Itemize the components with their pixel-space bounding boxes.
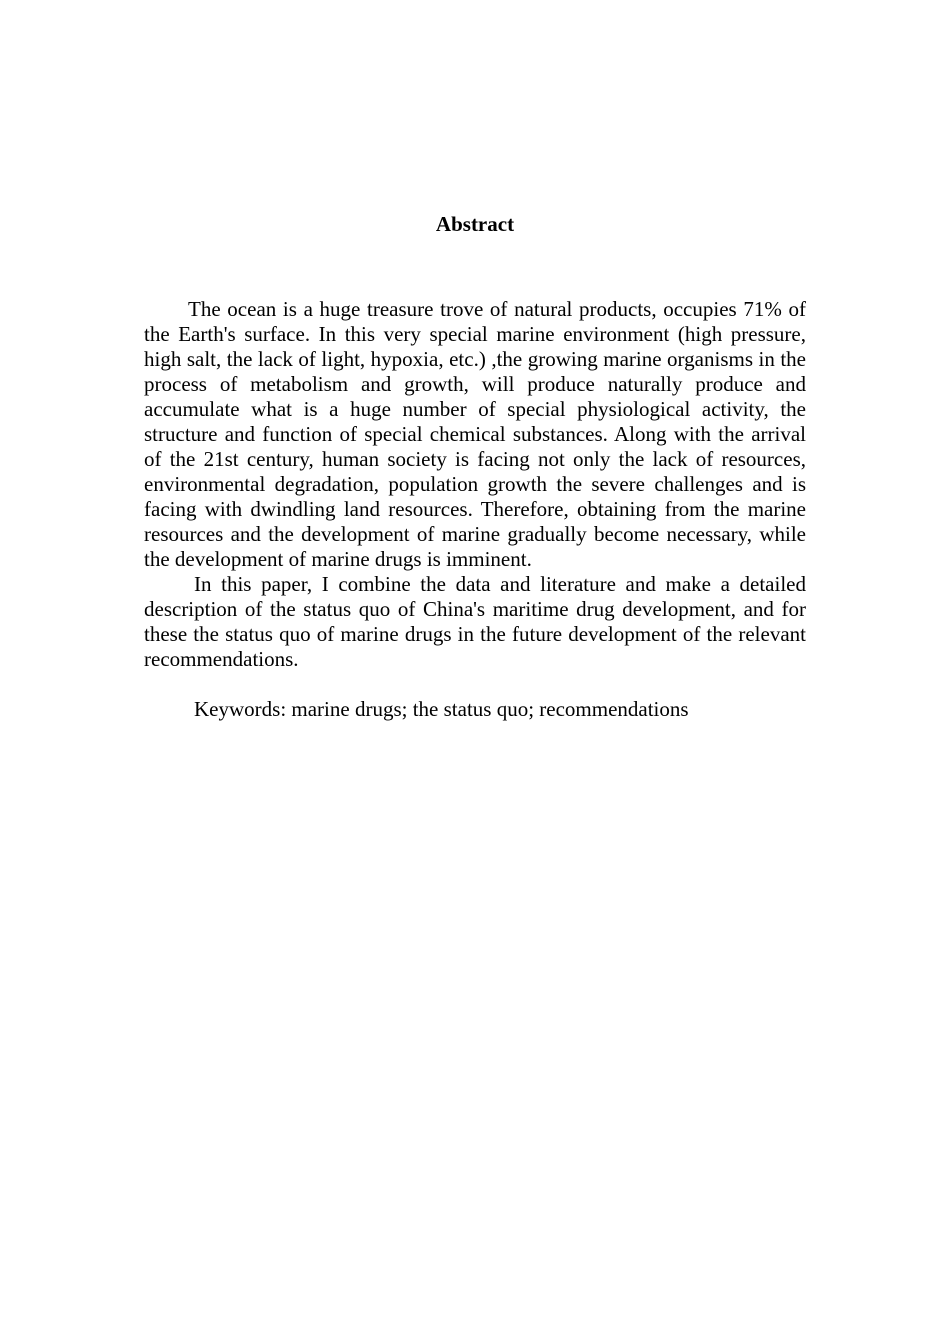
keywords-line: Keywords: marine drugs; the status quo; recommendations xyxy=(194,697,689,721)
abstract-paragraph-2: In this paper, I combine the data and literature and make a detailed description of the status quo of China's maritime drug development, and for these the status quo of marine drugs in the future development of the relevant recommendations. xyxy=(144,572,806,671)
abstract-body xyxy=(144,297,806,722)
abstract-paragraph-1: The ocean is a huge treasure trove of natural products, occupies 71% of the Earth's surface. In this very special marine environment (high pressure, high salt, the lack of light, hypoxia, etc.) ,the growing marine organisms in the process of metabolism and growth, will produce naturally produce and accumulate what is a huge number of special physiological activity, the structure and function of special chemical substances. Along with the arrival of the 21st century, human society is facing not only the lack of resources, environmental degradation, population growth the severe challenges and is facing with dwindling land resources. Therefore, obtaining from the marine resources and the development of marine gradually become necessary, while the development of marine drugs is imminent. xyxy=(144,297,806,571)
abstract-title: Abstract xyxy=(435,212,515,236)
